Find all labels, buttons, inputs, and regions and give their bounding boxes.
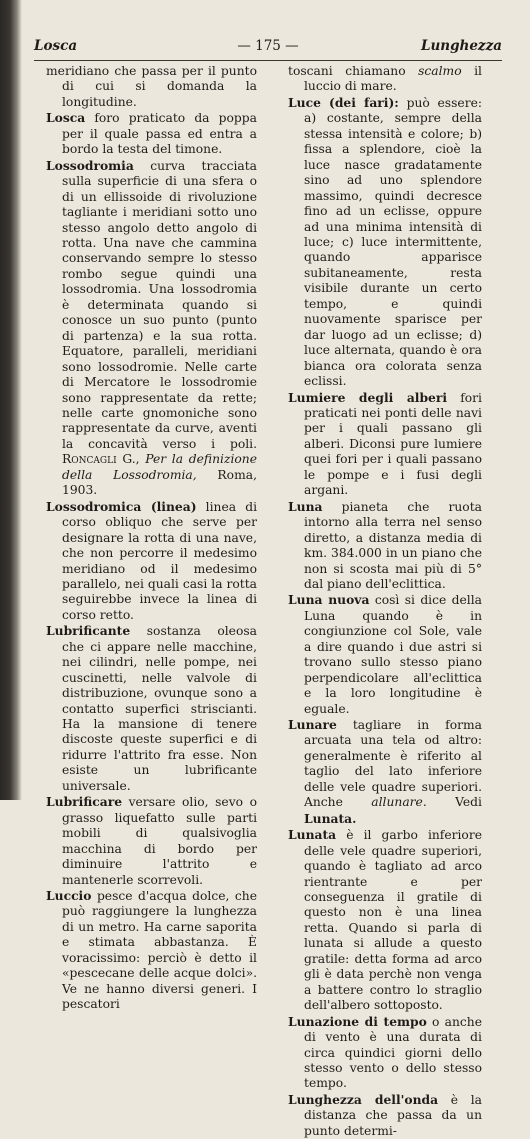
entry-term: Lubrificante xyxy=(46,623,131,639)
entry-text: pesce d'acqua dolce, che può raggiungere la lunghezza di un metro. Ha carne saporita e stimata abbastanza. È voracissimo: perciò è detto il «pescecane delle acque dolci». Ve ne hanno diversi generi. I pescatori xyxy=(62,889,257,1012)
entry-italic-term: scalmo xyxy=(418,64,462,78)
book-page xyxy=(30,0,516,1138)
entry-term: Luccio xyxy=(46,888,92,904)
entry-text: sostanza oleosa che ci appare nelle macchine, nei cilindri, nelle pompe, nei cuscinetti, nelle valvole di distribuzione, ovunque sono a contatto superfici striscianti. Ha la mansione di tenere discoste queste superfici e di ridurre l'attrito fra esse. Non esiste un lubrificante universale. xyxy=(62,624,257,793)
reference-author: Roncagli G., xyxy=(62,452,140,467)
entry-lunghezza-onda xyxy=(288,1092,482,1139)
reference-place-year: Roma, 1903. xyxy=(62,467,257,498)
entry-text: è la distanza che passa da un punto determi- xyxy=(304,1092,482,1138)
entry-lubrificare xyxy=(46,794,257,888)
entry-continuation xyxy=(46,64,257,110)
entry-text: tagliare in forma arcuata una tela od altro: generalmente è riferito al taglio del lato inferiore delle vele quadre superiori. Anche xyxy=(304,718,482,810)
entry-lossodromica xyxy=(46,499,257,624)
entry-lunazione xyxy=(288,1014,482,1092)
entry-term: Losca xyxy=(46,110,86,126)
entry-text: il luccio di mare. xyxy=(304,64,482,94)
entry-term: Lossodromia xyxy=(46,157,134,173)
entry-lubrificante xyxy=(46,623,257,794)
entry-text: linea di corso obliquo che serve per designare la rotta di una nave, che non percorre il medesimo meridiano od il medesimo parallelo, nei quali casi la rotta seguirebbe invece la linea di corso retto. xyxy=(62,499,257,622)
cross-reference: Lunata. xyxy=(304,810,357,826)
entry-text: può essere: a) costante, sempre della stessa intensità e colore; b) fissa a splendore, cioè la luce nasce gradatamente sino ad uno splendore massimo, quindi decresce fino ad un eclisse, oppure ad una minima intensità di luce; c) luce intermittente, quando apparisce subitaneamente, resta visibile durante un certo tempo, e quindi nuovamente sparisce per dar luogo ad un eclisse; d) luce alternata, quando è ora bianca ora colorata senza eclissi. xyxy=(304,95,482,389)
entry-lossodromia xyxy=(46,158,257,499)
entry-luna xyxy=(288,499,482,593)
entry-term: Luna xyxy=(288,498,323,514)
entry-italic-term: allunare. xyxy=(371,795,427,810)
entry-lunare xyxy=(288,717,482,827)
entry-text: versare olio, sevo o grasso liquefatto sulle parti mobili di qualsivoglia macchina di bordo per diminuire l'attrito e mantenerle scorrevoli. xyxy=(62,795,257,887)
book-binding-shadow xyxy=(0,0,22,800)
entry-losca xyxy=(46,110,257,157)
entry-term: Lunazione di tempo xyxy=(288,1013,427,1029)
entry-text: è il garbo inferiore delle vele quadre superiori, quando è tagliato ad arco rientrante e per conseguenza il gratile di questo non è una linea retta. Quando si parla di lunata si allude a questo gratile: detta forma ad arco gli è data perchè non venga a battere contro lo straglio dell'albero sottoposto. xyxy=(304,828,482,1013)
entry-luce xyxy=(288,95,482,390)
entry-term: Lunata xyxy=(288,827,337,843)
entry-text: Vedi xyxy=(455,795,482,810)
entry-lumiere xyxy=(288,390,482,499)
header-rule xyxy=(34,60,502,61)
entry-term: Lossodromica (linea) xyxy=(46,498,197,514)
entry-term: Lubrificare xyxy=(46,794,123,810)
entry-luna-nuova xyxy=(288,592,482,717)
entry-text: pianeta che ruota intorno alla terra nel senso diretto, a distanza media di km. 384.000 in un piano che non si scosta mai più di 5° dal piano dell'eclittica. xyxy=(304,499,482,591)
entry-text: meridiano che passa per il punto di cui si domanda la longitudine. xyxy=(46,64,257,109)
entry-text: foro praticato da poppa per il quale passa ed entra a bordo la testa del timone. xyxy=(62,111,257,157)
header-last-entry: Lunghezza xyxy=(420,38,502,54)
entry-term: Lunghezza dell'onda xyxy=(288,1091,439,1107)
entry-continuation xyxy=(288,64,482,95)
entry-term: Luna nuova xyxy=(288,592,370,608)
reference-title: Per la definizione della Lossodromia, xyxy=(62,452,257,482)
entry-term: Lumiere degli alberi xyxy=(288,389,448,405)
entry-term: Luce (dei fari): xyxy=(288,94,399,110)
entry-lunata xyxy=(288,827,482,1013)
entry-text: curva tracciata sulla superficie di una sfera o di un ellissoide di rivoluzione tagliante i meridiani sotto uno stesso angolo detto angolo di rotta. Una nave che cammina conservando sempre lo stesso rombo segue quindi una lossodromia. Una lossodromia è determinata quando si conosce un suo punto (punto di partenza) e la sua rotta. Equatore, paralleli, meridiani sono lossodromie. Nelle carte di Mercatore le lossodromie sono rappresentate da rette; nelle carte gnomoniche sono rappresentate da curve, aventi la concavità verso i poli. xyxy=(62,158,257,451)
left-column xyxy=(46,64,257,1013)
right-column xyxy=(288,64,482,1139)
entry-text: toscani chiamano xyxy=(288,64,406,78)
entry-term: Lunare xyxy=(288,717,337,733)
header-first-entry: Losca xyxy=(34,38,78,54)
entry-text: fori praticati nei ponti delle navi per i quali passano gli alberi. Diconsi pure lumiere quei fori per i quali passano le pompe e i fusi degli argani. xyxy=(304,390,482,498)
entry-text: così si dice della Luna quando è in congiunzione col Sole, vale a dire quando i due astri si trovano sullo stesso piano perpendicolare all'eclittica e la loro longitudine è eguale. xyxy=(304,593,482,716)
entry-luccio xyxy=(46,888,257,1013)
entry-text: o anche di vento è una durata di circa quindici giorni dello stesso vento o dello stesso tempo. xyxy=(304,1014,482,1091)
page-number: — 175 — xyxy=(237,38,299,54)
running-header xyxy=(34,38,502,58)
